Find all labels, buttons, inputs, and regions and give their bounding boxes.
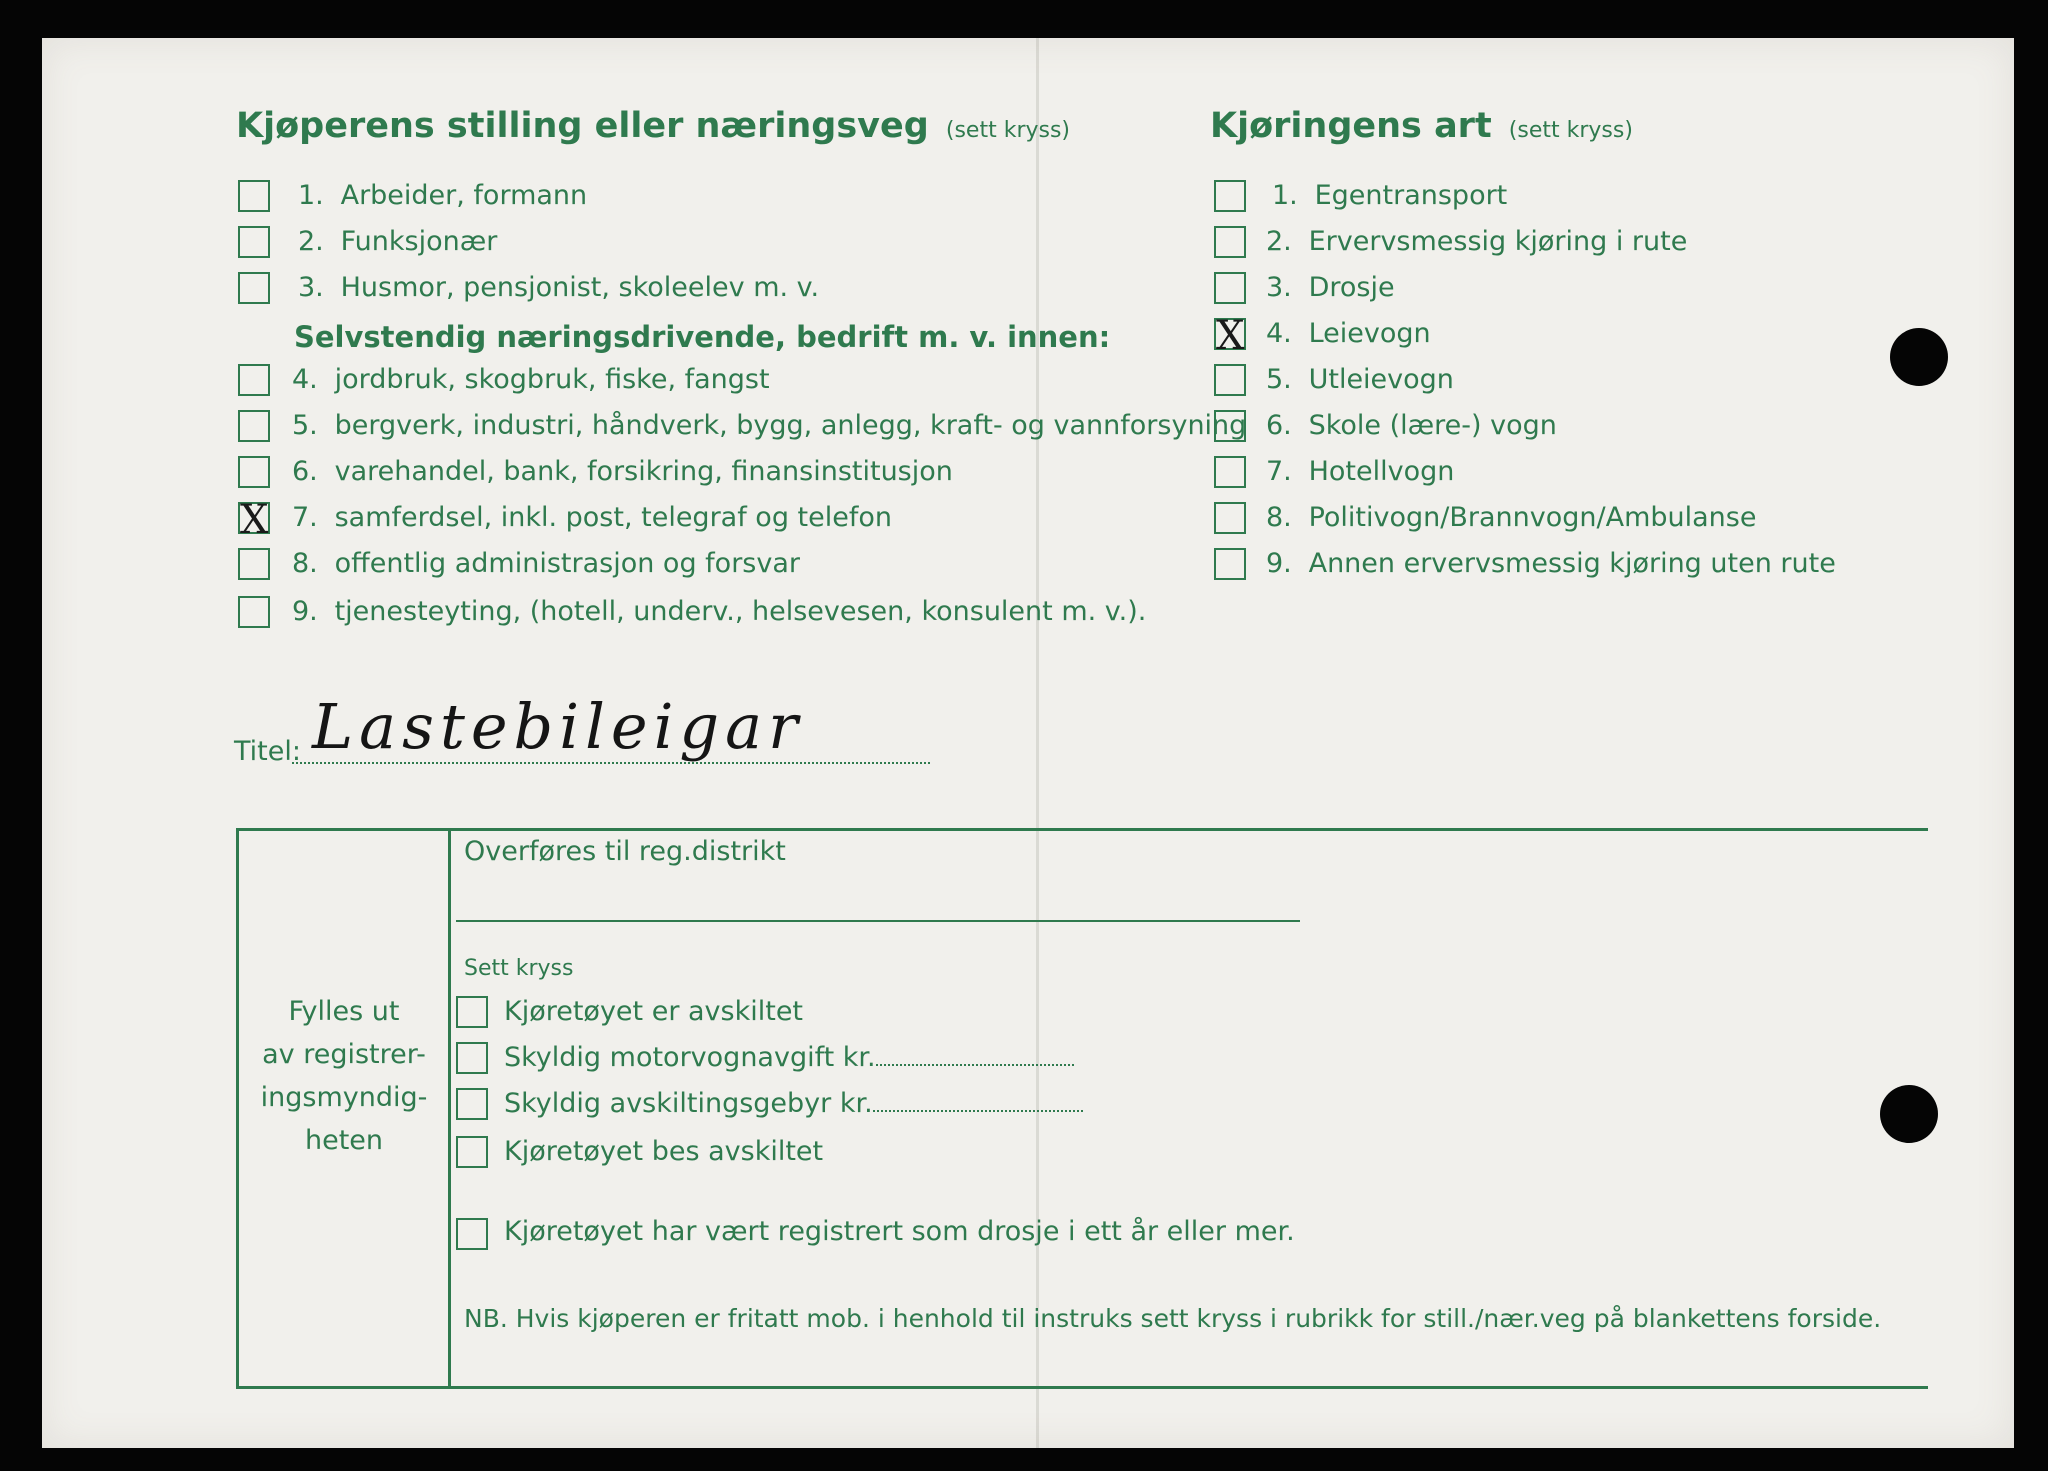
- checkbox-driving-4-checked[interactable]: [1214, 313, 1246, 359]
- position-option-7: 7. samferdsel, inkl. post, telegraf og telefon: [292, 502, 892, 533]
- checkbox-driving-7[interactable]: [1214, 456, 1246, 488]
- left-section-heading: Kjøperens stilling eller næringsveg: [236, 106, 929, 146]
- fee-dotted-line[interactable]: [873, 1090, 1083, 1112]
- checkbox-reg-3[interactable]: [456, 1088, 488, 1120]
- driving-option-6: 6. Skole (lære-) vogn: [1266, 410, 1557, 441]
- driving-option-2: 2. Ervervsmessig kjøring i rute: [1266, 226, 1688, 257]
- punch-hole-top: [1890, 328, 1948, 386]
- checkbox-driving-9[interactable]: [1214, 548, 1246, 580]
- driving-option-7: 7. Hotellvogn: [1266, 456, 1455, 487]
- checkbox-position-5[interactable]: [238, 410, 270, 442]
- position-option-2: 2. Funksjonær: [298, 226, 498, 257]
- driving-option-4: 4. Leievogn: [1266, 318, 1431, 349]
- driving-option-1: 1. Egentransport: [1272, 180, 1508, 211]
- handwritten-check-mark: X: [1216, 313, 1245, 359]
- checkbox-reg-1[interactable]: [456, 996, 488, 1028]
- punch-hole-bottom: [1880, 1085, 1938, 1143]
- position-option-5: 5. bergverk, industri, håndverk, bygg, anlegg, kraft- og vannforsyning: [292, 410, 1247, 441]
- driving-option-5: 5. Utleievogn: [1266, 364, 1454, 395]
- position-option-1: 1. Arbeider, formann: [298, 180, 588, 211]
- position-option-4: 4. jordbruk, skogbruk, fiske, fangst: [292, 364, 770, 395]
- checkbox-reg-2[interactable]: [456, 1042, 488, 1074]
- driving-option-8: 8. Politivogn/Brannvogn/Ambulanse: [1266, 502, 1757, 533]
- checkbox-drosje[interactable]: [456, 1218, 488, 1250]
- checkbox-position-2[interactable]: [238, 226, 270, 258]
- checkbox-position-8[interactable]: [238, 548, 270, 580]
- checkbox-driving-2[interactable]: [1214, 226, 1246, 258]
- amount-dotted-line[interactable]: [876, 1044, 1074, 1066]
- checkbox-driving-6[interactable]: [1214, 410, 1246, 442]
- reg-option-4: Kjøretøyet bes avskiltet: [504, 1136, 824, 1167]
- reg-box-bottom-border: [236, 1386, 1928, 1389]
- self-employed-subheading: Selvstendig næringsdrivende, bedrift m. v. innen:: [294, 320, 1111, 354]
- sett-kryss-label: Sett kryss: [464, 956, 574, 981]
- reg-box-divider: [448, 828, 451, 1389]
- driving-option-9: 9. Annen ervervsmessig kjøring uten rute: [1266, 548, 1836, 579]
- left-section-hint: (sett kryss): [945, 118, 1071, 143]
- position-option-9: 9. tjenesteyting, (hotell, underv., helsevesen, konsulent m. v.).: [292, 596, 1147, 627]
- checkbox-position-9[interactable]: [238, 596, 270, 628]
- reg-side-label: Fylles ut av registrer- ingsmyndig- heten: [260, 996, 428, 1156]
- checkbox-driving-8[interactable]: [1214, 502, 1246, 534]
- checkbox-position-3[interactable]: [238, 272, 270, 304]
- position-option-3: 3. Husmor, pensjonist, skoleelev m. v.: [298, 272, 820, 303]
- reg-option-3: Skyldig avskiltingsgebyr kr.: [504, 1088, 1083, 1119]
- title-label: Titel:: [234, 736, 301, 767]
- reg-box-left-border: [236, 828, 239, 1389]
- left-heading-row: [236, 106, 1070, 146]
- reg-option-2: Skyldig motorvognavgift kr.: [504, 1042, 1074, 1073]
- right-section-heading: Kjøringens art: [1210, 106, 1492, 146]
- position-option-8: 8. offentlig administrasjon og forsvar: [292, 548, 800, 579]
- right-section-hint: (sett kryss): [1508, 118, 1633, 143]
- position-option-6: 6. varehandel, bank, forsikring, finansinstitusjon: [292, 456, 953, 487]
- transfer-district-input-line[interactable]: [456, 920, 1300, 922]
- transfer-district-label: Overføres til reg.distrikt: [464, 836, 786, 867]
- checkbox-position-7-checked[interactable]: [238, 497, 270, 543]
- driving-option-3: 3. Drosje: [1266, 272, 1395, 303]
- checkbox-driving-5[interactable]: [1214, 364, 1246, 396]
- reg-box-top-border: [236, 828, 1928, 831]
- checkbox-driving-3[interactable]: [1214, 272, 1246, 304]
- title-handwritten-value[interactable]: Lastebileigar: [312, 690, 804, 763]
- checkbox-position-4[interactable]: [238, 364, 270, 396]
- right-heading-row: [1210, 106, 1633, 146]
- checkbox-position-6[interactable]: [238, 456, 270, 488]
- reg-option-1: Kjøretøyet er avskiltet: [504, 996, 804, 1027]
- drosje-option: Kjøretøyet har vært registrert som drosje i ett år eller mer.: [504, 1216, 1295, 1247]
- handwritten-check-mark: X: [240, 497, 269, 543]
- checkbox-driving-1[interactable]: [1214, 180, 1246, 212]
- nb-note: NB. Hvis kjøperen er fritatt mob. i henhold til instruks sett kryss i rubrikk for still./nær.veg på blankettens forside.: [464, 1304, 1882, 1333]
- checkbox-reg-4[interactable]: [456, 1136, 488, 1168]
- checkbox-position-1[interactable]: [238, 180, 270, 212]
